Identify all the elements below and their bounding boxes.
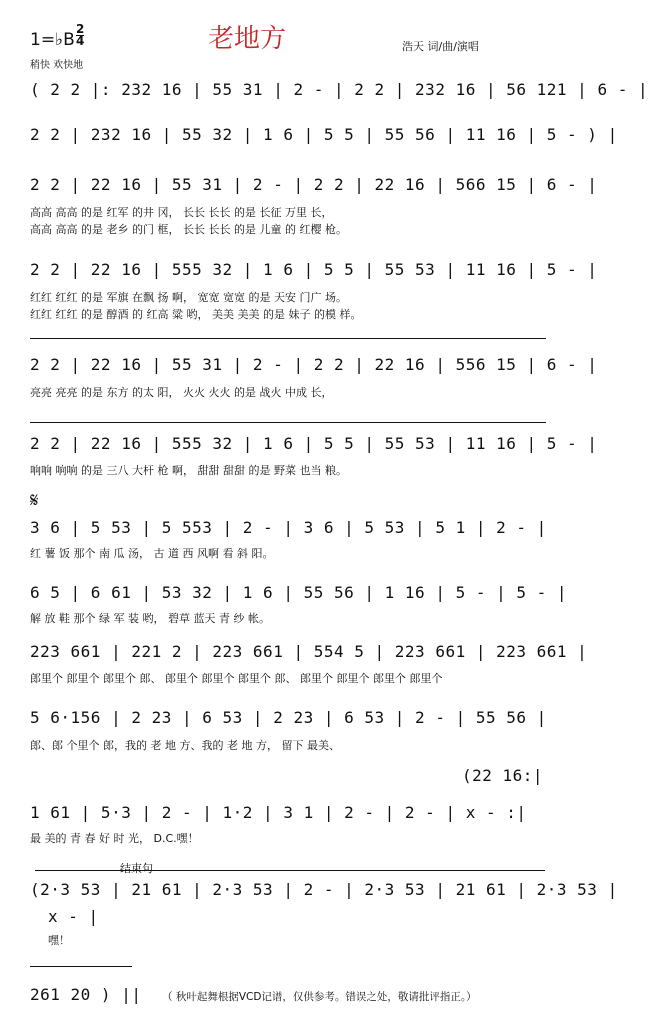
score-row-12-notes: 1 61 | 5·3 | 2 - | 1·2 | 3 1 | 2 - | 2 - | x - :| <box>30 803 527 822</box>
tempo-marking: 稍快 欢快地 <box>30 60 84 71</box>
segno-icon: 𝄋 <box>30 488 39 512</box>
score-row-4-lyrics-1: 红红 红红 的是 军旗 在飘 扬 啊， 宽宽 宽宽 的是 天安 门广 场。 <box>30 291 347 304</box>
score-row-7-lyrics: 红 薯 饭 那个 南 瓜 汤， 古 道 西 风啊 看 斜 阳。 <box>30 547 274 560</box>
transcription-note: （ 秋叶起舞根据VCD记谱，仅供参考。错误之处，敬请批评指正。） <box>162 991 477 1003</box>
score-row-3-lyrics-2: 高高 高高 的是 老乡 的门 框， 长长 长长 的是 儿童 的 红樱 枪。 <box>30 223 347 236</box>
score-row-12-lyrics: 最 美的 青 春 好 时 光， D.C.嘿！ <box>30 832 199 845</box>
score-row-14-lyrics: 嘿！ <box>48 934 70 947</box>
time-signature <box>76 24 84 47</box>
score-row-15-notes: 261 20 ) || <box>30 985 142 1004</box>
score-row-5-notes: 2 2 | 22 16 | 55 31 | 2 - | 2 2 | 22 16 | 556 15 | 6 - | <box>30 355 598 374</box>
score-row-3-lyrics-1: 高高 高高 的是 红军 的井 冈， 长长 长长 的是 长征 万里 长， <box>30 206 333 219</box>
score-row-4-notes: 2 2 | 22 16 | 555 32 | 1 6 | 5 5 | 55 53 | 11 16 | 5 - | <box>30 260 598 279</box>
score-row-1-notes: ( 2 2 |: 232 16 | 55 31 | 2 - | 2 2 | 232 16 | 56 121 | 6 - | <box>30 80 648 99</box>
volta-bracket-line <box>30 422 546 423</box>
credits: 浩天 词/曲/演唱 <box>402 40 479 53</box>
score-row-8-lyrics: 解 放 鞋 那个 绿 军 装 哟， 碧草 蓝天 青 纱 帐。 <box>30 612 270 625</box>
coda-label: 结束句 <box>120 862 153 875</box>
score-row-5-lyrics: 亮亮 亮亮 的是 东方 的太 阳， 火火 火火 的是 战火 中成 长， <box>30 386 333 399</box>
score-row-9-lyrics: 郎里个 郎里个 郎里个 郎、 郎里个 郎里个 郎里个 郎、 郎里个 郎里个 郎里个 郎里个 <box>30 672 443 685</box>
score-row-10-notes: 5 6·156 | 2 23 | 6 53 | 2 23 | 6 53 | 2 - | 55 56 | <box>30 708 547 727</box>
score-row-2-notes: 2 2 | 232 16 | 55 32 | 1 6 | 5 5 | 55 56 | 11 16 | 5 - ) | <box>30 125 618 144</box>
score-row-6-notes: 2 2 | 22 16 | 555 32 | 1 6 | 5 5 | 55 53 | 11 16 | 5 - | <box>30 434 598 453</box>
score-row-7-notes: 3 6 | 5 53 | 5 553 | 2 - | 3 6 | 5 53 | 5 1 | 2 - | <box>30 518 547 537</box>
coda-bracket-line <box>35 870 545 871</box>
ending-bracket-line <box>30 966 132 967</box>
score-row-9-notes: 223 661 | 221 2 | 223 661 | 554 5 | 223 661 | 223 661 | <box>30 642 588 661</box>
score-row-11-notes: (22 16:| <box>462 766 544 785</box>
score-row-8-notes: 6 5 | 6 61 | 53 32 | 1 6 | 55 56 | 1 16 | 5 - | 5 - | <box>30 583 568 602</box>
score-row-6-lyrics: 响响 响响 的是 三八 大杆 枪 啊， 甜甜 甜甜 的是 野菜 也当 粮。 <box>30 464 347 477</box>
score-row-10-lyrics: 郎、郎 个里个 郎，我的 老 地 方、我的 老 地 方， 留下 最美、 <box>30 739 340 752</box>
score-row-3-notes: 2 2 | 22 16 | 55 31 | 2 - | 2 2 | 22 16 | 566 15 | 6 - | <box>30 175 598 194</box>
key-signature: 1=♭B <box>30 30 75 50</box>
volta-bracket-line <box>30 338 546 339</box>
score-row-4-lyrics-2: 红红 红红 的是 醇酒 的 红高 粱 哟， 美美 美美 的是 妹子 的模 样。 <box>30 308 362 321</box>
score-row-13-notes: (2·3 53 | 21 61 | 2·3 53 | 2 - | 2·3 53 | 21 61 | 2·3 53 | <box>30 880 618 899</box>
time-signature-top: 2 <box>76 22 85 36</box>
time-signature-bottom: 4 <box>76 34 85 48</box>
score-row-14-notes: x - | <box>48 907 99 926</box>
song-title: 老地方 <box>208 24 287 54</box>
